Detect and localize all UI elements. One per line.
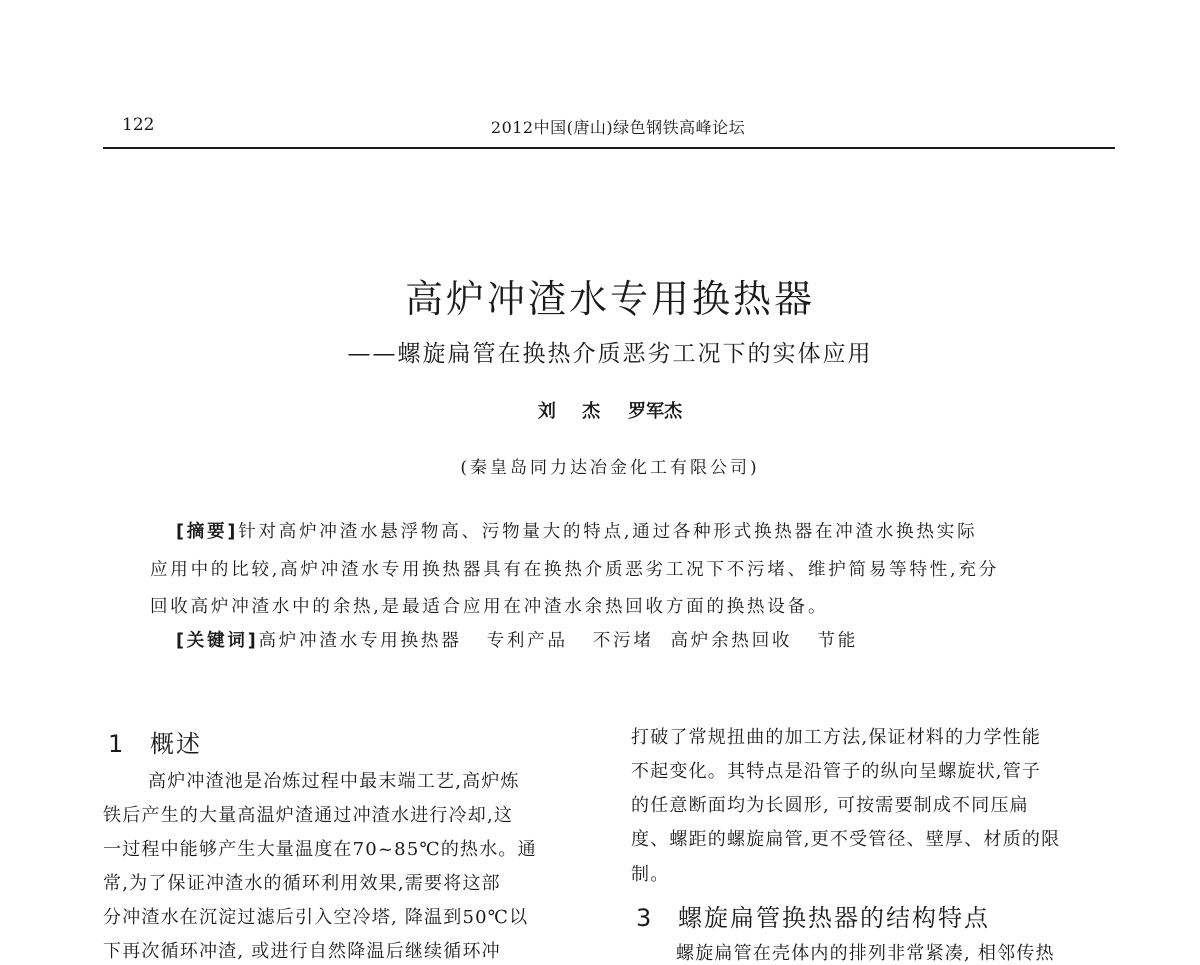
abstract-line: 应用中的比较,高炉冲渣水专用换热器具有在换热介质恶劣工况下不污堵、维护简易等特性,充分 [150, 560, 1000, 580]
article-title: 高炉冲渣水专用换热器 [404, 277, 815, 321]
abstract-text-1: 针对高炉冲渣水悬浮物高、污物量大的特点,通过各种形式换热器在冲渣水换热实际 [238, 522, 978, 542]
section-heading-3 [636, 898, 990, 933]
body-line: 度、螺距的螺旋扁管,更不受管径、壁厚、材质的限 [631, 829, 1061, 850]
authors [0, 397, 1200, 423]
page-number: 122 [122, 115, 155, 135]
section-title: 概述 [150, 730, 202, 758]
author-2: 罗军杰 [628, 401, 683, 422]
section-number: 1 [108, 730, 126, 758]
abstract-label: [摘要] [176, 522, 239, 542]
keywords-line [176, 627, 858, 652]
author-1: 刘 杰 [537, 401, 611, 422]
body-line: 高炉冲渣池是冶炼过程中最末端工艺,高炉炼 [148, 771, 520, 792]
section-title: 螺旋扁管换热器的结构特点 [678, 904, 990, 932]
running-title: 2012中国(唐山)绿色钢铁高峰论坛 [490, 118, 746, 137]
abstract-line [176, 518, 977, 543]
body-line: 螺旋扁管在壳体内的排列非常紧凑, 相邻传热 [676, 943, 1055, 964]
section-number: 3 [636, 904, 654, 932]
body-line: 打破了常规扭曲的加工方法,保证材料的力学性能 [631, 727, 1042, 748]
header-rule [103, 147, 1115, 149]
body-line: 制。 [631, 864, 670, 885]
article-subtitle: ——螺旋扁管在换热介质恶劣工况下的实体应用 [347, 341, 873, 367]
body-line: 铁后产生的大量高温炉渣通过冲渣水进行冷却,这 [103, 805, 514, 826]
body-line: 分冲渣水在沉淀过滤后引入空冷塔, 降温到50℃以 [103, 907, 529, 928]
body-line: 的任意断面均为长圆形, 可按需要制成不同压扁 [631, 795, 1029, 816]
section-heading-1 [108, 724, 202, 759]
body-line: 不起变化。其特点是沿管子的纵向呈螺旋状,管子 [631, 761, 1042, 782]
abstract-line: 回收高炉冲渣水中的余热,是最适合应用在冲渣水余热回收方面的换热设备。 [150, 597, 829, 617]
body-line: 常,为了保证冲渣水的循环利用效果,需要将这部 [103, 873, 501, 894]
keywords-text: 高炉冲渣水专用换热器 专利产品 不污堵 高炉余热回收 节能 [258, 631, 858, 651]
body-line: 一过程中能够产生大量温度在70~85℃的热水。通 [103, 839, 537, 860]
keywords-label: [关键词] [176, 631, 259, 651]
affiliation: (秦皇岛同力达冶金化工有限公司) [460, 458, 760, 478]
body-line: 下再次循环冲渣, 或进行自然降温后继续循环冲 [103, 941, 501, 962]
